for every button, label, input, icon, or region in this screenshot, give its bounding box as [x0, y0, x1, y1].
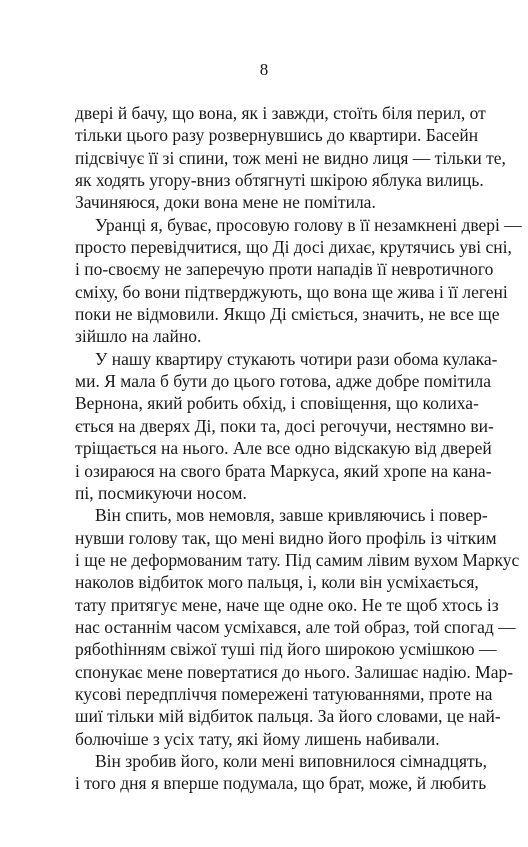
- text-line: шиї тільки мій відбиток пальця. За його словами, це най-: [75, 706, 501, 727]
- text-line: і озираюся на свого брата Маркуса, який хропе на кана-: [75, 460, 492, 481]
- text-line: Уранці я, буває, просовую голову в її незамкнені двері —: [95, 214, 522, 235]
- text-line: нувши голову так, що мені видно його профіль із чітким: [75, 527, 497, 548]
- text-line: тільки цього разу розвернувшись до квартири. Басейн: [75, 125, 479, 146]
- text-line: рябothінням свіжої туші під його широкою усмішкою —: [75, 639, 497, 660]
- text-line: підсвічує її зі спини, тож мені не видно лиця — тільки те,: [75, 147, 506, 168]
- text-line: і ще не деформованим тату. Під самим лівим вухом Маркус: [75, 549, 520, 570]
- body-text: [75, 102, 522, 795]
- text-line: наколов відбиток мого пальця, і, коли він усміхається,: [75, 572, 479, 593]
- text-line: ється на дверях Ді, поки та, досі регочучи, нестямно ви-: [75, 415, 494, 436]
- text-line: нас останнім часом усміхався, але той образ, той спогад —: [75, 616, 516, 637]
- text-line: зійшло на лайно.: [75, 326, 202, 347]
- text-line: ми. Я мала б бути до цього готова, адже добре помітила: [75, 371, 491, 392]
- text-line: Він спить, мов немовля, завше кривляючись і повер-: [95, 505, 488, 526]
- text-line: і по-своєму не заперечую проти нападів її невротичного: [75, 259, 494, 280]
- text-line: сміху, бо вони підтверджують, що вона ще жива і її легені: [75, 281, 508, 302]
- text-line: поки не відмовили. Якщо Ді сміється, значить, не все ще: [75, 304, 500, 325]
- text-line: У нашу квартиру стукають чотири рази обома кулака-: [95, 348, 498, 369]
- text-line: і того дня я вперше подумала, що брат, може, й любить: [75, 773, 487, 794]
- text-line: болючіше з усіх тату, які йому лишень набивали.: [75, 728, 440, 749]
- text-line: Зачиняюся, доки вона мене не помітила.: [75, 192, 376, 213]
- text-line: як ходять угору-вниз обтягнуті шкірою яблука вилиць.: [75, 170, 484, 191]
- text-line: Він зробив його, коли мені виповнилося сімнадцять,: [95, 750, 488, 771]
- text-line: тату притягує мене, наче ще одне око. Не те щоб хтось із: [75, 594, 499, 615]
- page-number: 8: [259, 60, 269, 79]
- text-line: Вернона, який робить обхід, і сповіщення, що колиха-: [75, 393, 479, 414]
- text-line: пі, посмикуючи носом.: [75, 482, 247, 503]
- text-line: двері й бачу, що вона, як і завжди, стоїть біля перил, от: [75, 103, 486, 123]
- text-line: тріщається на нього. Але все одно відскакую від дверей: [75, 438, 492, 459]
- text-line: кусові передпліччя помережені татуюваннями, проте на: [75, 683, 493, 704]
- text-line: просто перевідчитися, що Ді досі дихає, крутячись уві сні,: [75, 237, 512, 258]
- text-line: спонукає мене повертатися до нього. Залишає надію. Мар-: [75, 661, 514, 682]
